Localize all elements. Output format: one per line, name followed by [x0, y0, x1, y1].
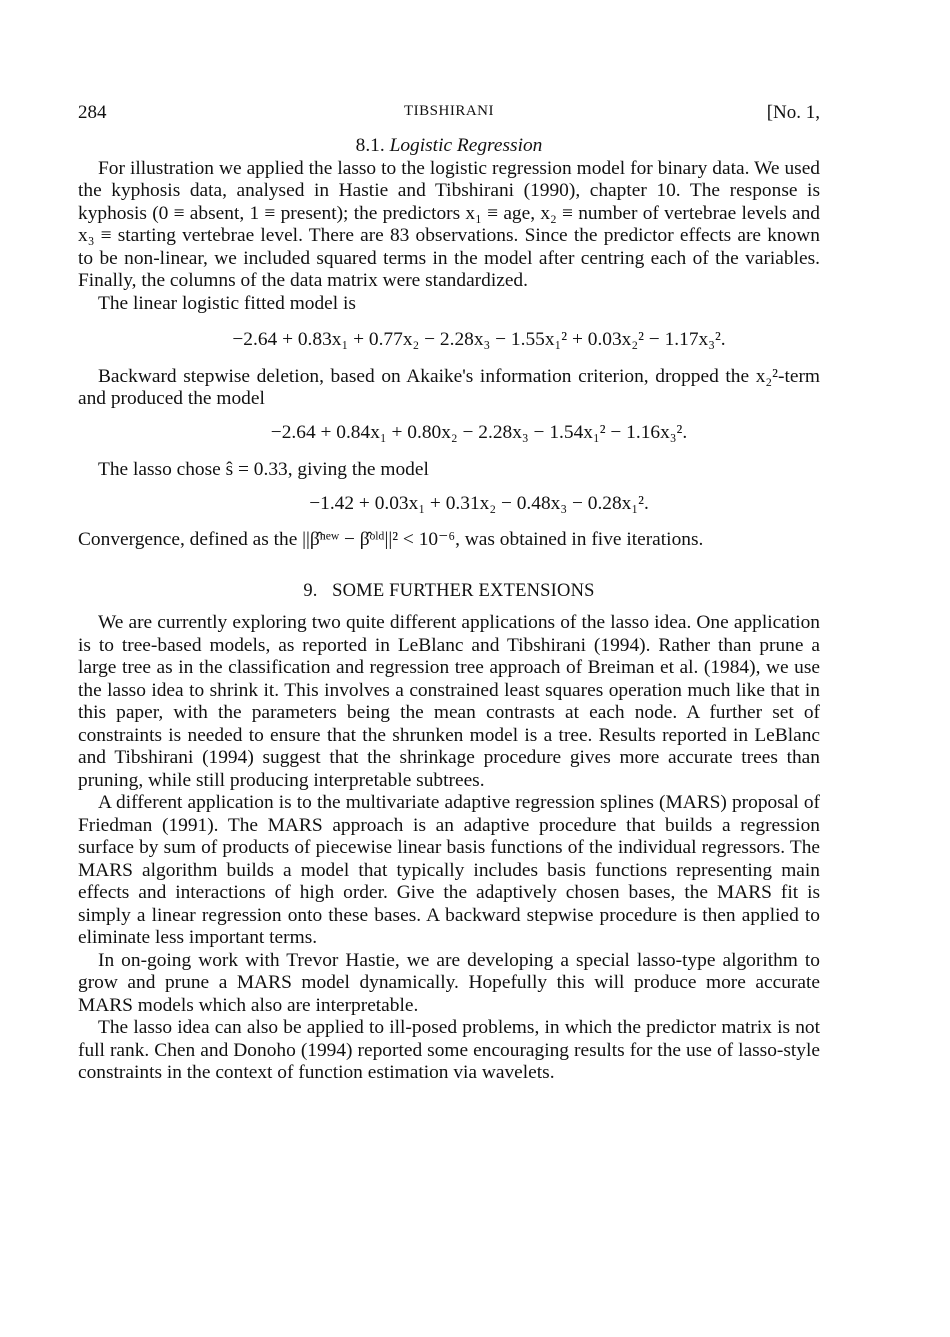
paragraph-convergence: Convergence, defined as the ||β̂ⁿᵉʷ − β̂ᵒˡᵈ||² < 10⁻⁶, was obtained in five iterations.: [78, 529, 704, 550]
paragraph-tree-models: We are currently exploring two quite different applications of the lasso idea. One application is to tree-based models, as reported in LeBlanc and Tibshirani (1994). Rather than prune a large tree as in the classification and regression tree approach of Breiman et al. (1984), we use the lasso idea to shrink it. This involves a constrained least squares operation much like that in this paper, with the parameters being the mean contrasts at each node. A further set of constraints is needed to ensure that the shrunken model is a tree. Results reported in LeBlanc and Tibshirani (1994) suggest that the shrinkage procedure gives more accurate trees than pruning, while still producing interpretable subtrees.: [78, 612, 820, 791]
issue-label: [No. 1,: [766, 102, 820, 123]
paragraph-ill-posed: The lasso idea can also be applied to ill-posed problems, in which the predictor matrix is not full rank. Chen and Donoho (1994) reported some encouraging results for the use of lasso-style constraints in the context of function estimation via wavelets.: [78, 1017, 820, 1083]
section-title: SOME FURTHER EXTENSIONS: [332, 580, 595, 601]
subsection-number: 8.1.: [355, 135, 385, 156]
paragraph-lasso-choice: The lasso chose ŝ = 0.33, giving the model: [98, 459, 429, 480]
paragraph-fitted-model: The linear logistic fitted model is: [98, 292, 356, 314]
paragraph-stepwise: Backward stepwise deletion, based on Akaike's information criterion, dropped the x₂²-term and produced the model: [78, 365, 820, 409]
running-header: [78, 102, 820, 128]
equation-logistic: −2.64 + 0.83x₁ + 0.77x₂ − 2.28x₃ − 1.55x₁² + 0.03x₂² − 1.17x₃².: [232, 329, 726, 350]
subsection-heading: [78, 135, 820, 158]
subsection-title: Logistic Regression: [389, 135, 543, 156]
equation-lasso: −1.42 + 0.03x₁ + 0.31x₂ − 0.48x₃ − 0.28x₁².: [309, 492, 649, 514]
body-text: [78, 135, 820, 1085]
equation-stepwise: −2.64 + 0.84x₁ + 0.80x₂ − 2.28x₃ − 1.54x₁² − 1.16x₃².: [270, 421, 688, 443]
section-heading: [78, 580, 820, 603]
page-number: 284: [78, 102, 107, 123]
paragraph-mars: A different application is to the multivariate adaptive regression splines (MARS) proposal of Friedman (1991). The MARS approach is an adaptive procedure that builds a regression surface by sum of products of piecewise linear basis functions of the individual regressors. The MARS algorithm builds a model that typically includes basis functions representing main effects and interactions of high order. Give the adaptively chosen bases, the MARS fit is simply a linear regression onto these bases. A backward stepwise procedure is then applied to eliminate less important terms.: [78, 792, 820, 948]
running-title: TIBSHIRANI: [404, 103, 494, 119]
paragraph-intro: For illustration we applied the lasso to the logistic regression model for binary data. We used the kyphosis data, analysed in Hastie and Tibshirani (1990), chapter 10. The response is kyphosis (0 ≡ absent, 1 ≡ present); the predictors x₁ ≡ age, x₂ ≡ number of vertebrae levels and x₃ ≡ starting vertebrae level. There are 83 observations. Since the predictor effects are known to be non-linear, we included squared terms in the model after centring each of the variables. Finally, the columns of the data matrix were standardized.: [78, 157, 820, 291]
paragraph-ongoing-work: In on-going work with Trevor Hastie, we are developing a special lasso-type algorithm to grow and prune a MARS model dynamically. Hopefully this will produce more accurate MARS models which also are interpretable.: [78, 949, 820, 1016]
section-number: 9.: [303, 580, 318, 601]
